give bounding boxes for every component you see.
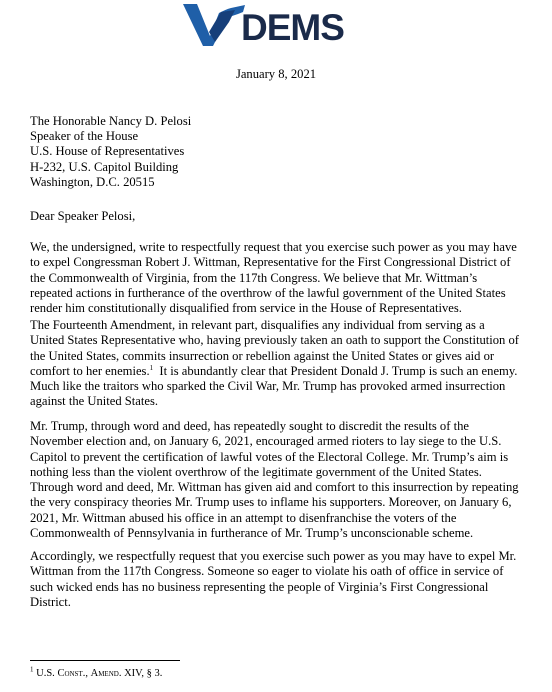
footnote-mid: ., xyxy=(82,668,91,679)
line-text: It is abundantly clear that President Donald J. Trump is such an enemy. xyxy=(153,363,518,378)
paragraph-line: Mr. Trump, through word and deed, has repeatedly sought to discredit the results of the xyxy=(30,419,469,433)
recipient-line: Washington, D.C. 20515 xyxy=(30,174,155,189)
footnote-prefix: U.S. xyxy=(36,668,58,679)
paragraph-line: We, the undersigned, write to respectfully request that you exercise such power as you may have xyxy=(30,240,517,254)
recipient-line: U.S. House of Representatives xyxy=(30,144,185,159)
paragraph-line: The Fourteenth Amendment, in relevant part, disqualifies any individual from serving as a xyxy=(30,318,485,332)
paragraph-line: render him constitutionally disqualified from service in the House of Representatives. xyxy=(30,301,462,316)
footnote-suffix: . XIV, § 3. xyxy=(118,668,163,679)
paragraph-line: Commonwealth of Pennsylvania in furtherance of Mr. Trump’s unconscionable scheme. xyxy=(30,526,474,541)
paragraph-line: the very conspiracy theories Mr. Trump uses to inflame his supporters. Moreover, on January 6, xyxy=(30,495,512,510)
paragraph-line: Accordingly, we respectfully request that you exercise such power as you may have to expel Mr. xyxy=(30,549,517,563)
recipient-line: H-232, U.S. Capitol Building xyxy=(30,159,179,174)
salutation: Dear Speaker Pelosi, xyxy=(30,209,136,223)
line-text: comfort to her enemies. xyxy=(30,363,150,378)
paragraph-3 xyxy=(30,419,527,541)
paragraph-line: the Commonwealth of Virginia, from the 117th Congress. We believe that Mr. Wittman’s xyxy=(30,270,478,285)
paragraph-line: Wittman from the 117th Congress. Someone so eager to violate his oath of office in service of xyxy=(30,564,504,579)
paragraph-2 xyxy=(30,318,527,410)
paragraph-line: Through word and deed, Mr. Wittman has given aid and comfort to this insurrection by repeating xyxy=(30,480,519,495)
footnote-const: Const xyxy=(57,668,83,679)
paragraph-1 xyxy=(30,240,527,316)
recipient-line: Speaker of the House xyxy=(30,129,139,144)
paragraph-line xyxy=(30,364,527,379)
paragraph-line: November election and, on January 6, 2021, encouraged armed rioters to lay siege to the U.S. xyxy=(30,434,502,449)
footnote-divider xyxy=(30,660,180,661)
logo-text: DEMS xyxy=(241,7,344,48)
paragraph-line: Much like the traitors who sparked the Civil War, Mr. Trump has provoked armed insurrection xyxy=(30,379,506,394)
paragraph-line: District. xyxy=(30,594,71,609)
paragraph-line: nothing less than the violent overthrow of the legitimate government of the United States. xyxy=(30,464,482,479)
footnote-marker: 1 xyxy=(30,665,34,674)
recipient-line: The Honorable Nancy D. Pelosi xyxy=(30,114,192,128)
letter-date: January 8, 2021 xyxy=(235,67,317,81)
paragraph-line: United States Representative who, having previously taken an oath to support the Constitution of xyxy=(30,333,519,348)
paragraph-line: repeated actions in furtherance of the overthrow of the lawful government of the United States xyxy=(30,285,506,300)
paragraph-line: to expel Congressman Robert J. Wittman, Representative for the First Congressional District of xyxy=(30,255,511,270)
paragraph-line: 2021, Mr. Wittman abused his office in an attempt to disenfranchise the voters of the xyxy=(30,510,457,525)
paragraph-line: such wicked ends has no business representing the people of Virginia’s First Congressional xyxy=(30,579,489,594)
footnote xyxy=(30,667,162,680)
paragraph-line: Capitol to prevent the certification of lawful votes of the Electoral College. Mr. Trump’s aim is xyxy=(30,449,509,464)
paragraph-line: the United States, commits insurrection or rebellion against the United States or gives aid or xyxy=(30,348,495,363)
vadems-logo xyxy=(183,2,371,48)
recipient-address xyxy=(30,114,510,190)
paragraph-line: against the United States. xyxy=(30,394,159,409)
footnote-amend: Amend xyxy=(90,668,119,679)
footnote-ref: 1 xyxy=(149,363,154,372)
paragraph-4 xyxy=(30,549,527,610)
